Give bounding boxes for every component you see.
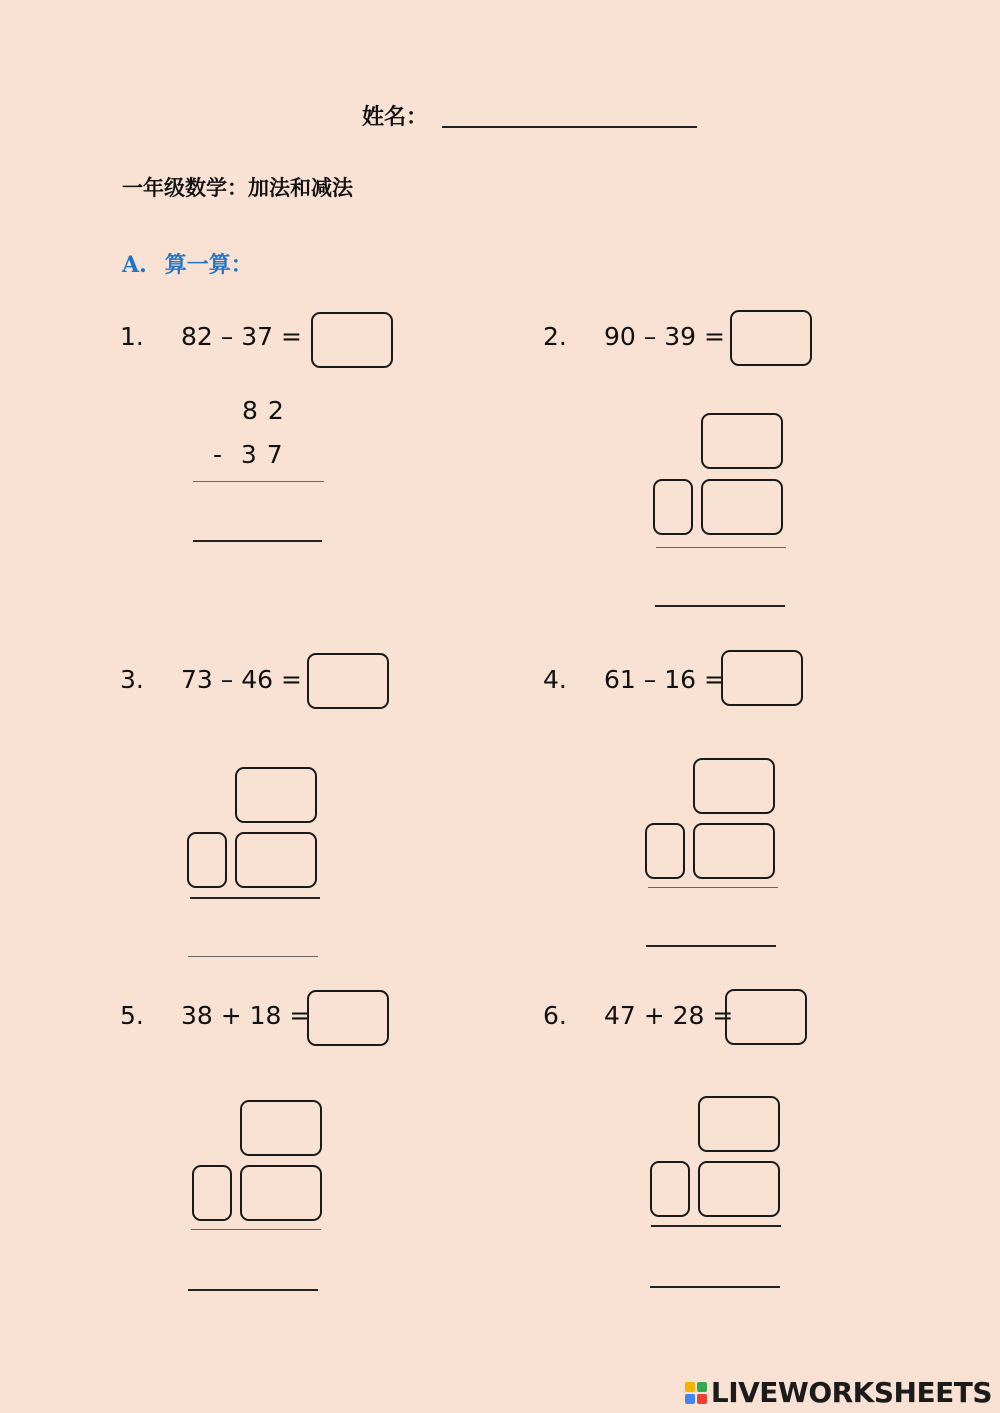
- operator-box[interactable]: [650, 1161, 690, 1217]
- sum-line: [656, 547, 786, 548]
- problem-expression: 61 – 16 =: [604, 665, 725, 694]
- answer-box[interactable]: [307, 990, 389, 1046]
- answer-line[interactable]: [188, 956, 318, 957]
- section-letter: A.: [122, 252, 147, 278]
- operator-box[interactable]: [192, 1165, 232, 1221]
- worksheet-title: 一年级数学：加法和减法: [122, 175, 353, 200]
- problem-number: 5.: [120, 1001, 144, 1030]
- answer-box[interactable]: [730, 310, 812, 366]
- bottom-digit-box[interactable]: [235, 832, 317, 888]
- operator-box[interactable]: [187, 832, 227, 888]
- sum-line: [190, 897, 320, 899]
- problem-number: 3.: [120, 665, 144, 694]
- bottom-digit-box[interactable]: [240, 1165, 322, 1221]
- problem-expression: 82 – 37 =: [181, 322, 302, 351]
- top-digit-box[interactable]: [701, 413, 783, 469]
- top-digit-box[interactable]: [693, 758, 775, 814]
- sum-line: [651, 1225, 781, 1227]
- answer-line[interactable]: [655, 605, 785, 607]
- answer-box[interactable]: [721, 650, 803, 706]
- problem-expression: 90 – 39 =: [604, 322, 725, 351]
- answer-line[interactable]: [646, 945, 776, 947]
- liveworksheets-logo[interactable]: [685, 1376, 992, 1409]
- answer-box[interactable]: [307, 653, 389, 709]
- problem-expression: 73 – 46 =: [181, 665, 302, 694]
- sum-line: [191, 1229, 321, 1230]
- top-digit-box[interactable]: [235, 767, 317, 823]
- operator-box[interactable]: [653, 479, 693, 535]
- name-input-line[interactable]: [442, 126, 697, 128]
- section-heading: [122, 248, 253, 279]
- answer-line[interactable]: [188, 1289, 318, 1291]
- problem-number: 2.: [543, 322, 567, 351]
- problem-number: 6.: [543, 1001, 567, 1030]
- bottom-digit-box[interactable]: [698, 1161, 780, 1217]
- worked-bottom-digits: - 3 7: [213, 440, 284, 469]
- answer-box[interactable]: [311, 312, 393, 368]
- answer-line[interactable]: [650, 1286, 780, 1288]
- bottom-digit-box[interactable]: [701, 479, 783, 535]
- operator-box[interactable]: [645, 823, 685, 879]
- answer-line[interactable]: [193, 540, 322, 542]
- name-label: 姓名：: [362, 104, 429, 130]
- top-digit-box[interactable]: [698, 1096, 780, 1152]
- section-title: 算一算：: [164, 252, 253, 278]
- sum-line: [648, 887, 778, 888]
- sum-line: [193, 481, 324, 482]
- top-digit-box[interactable]: [240, 1100, 322, 1156]
- bottom-digit-box[interactable]: [693, 823, 775, 879]
- problem-expression: 38 + 18 =: [181, 1001, 311, 1030]
- logo-text: LIVEWORKSHEETS: [710, 1376, 992, 1409]
- problem-expression: 47 + 28 =: [604, 1001, 734, 1030]
- worked-top-digits: 8 2: [242, 396, 285, 425]
- problem-number: 4.: [543, 665, 567, 694]
- answer-box[interactable]: [725, 989, 807, 1045]
- liveworksheets-logo-icon: [685, 1382, 707, 1404]
- problem-number: 1.: [120, 322, 144, 351]
